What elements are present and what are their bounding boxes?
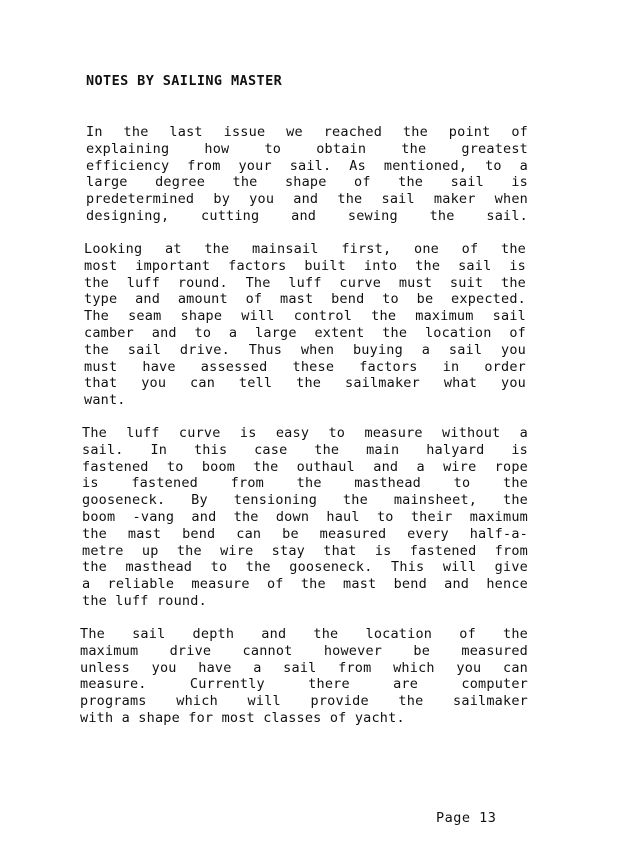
paragraph-line: sail. In this case the main halyard is	[82, 441, 528, 458]
paragraph-1	[86, 124, 528, 225]
paragraph-line: that you can tell the sailmaker what you	[84, 375, 526, 392]
paragraph-line: most important factors built into the sail is	[84, 257, 526, 274]
paragraph-line: the mast bend can be measured every half-a-	[82, 525, 528, 542]
paragraph-line: measure. Currently there are computer	[80, 676, 528, 693]
paragraph-line: the luff round. The luff curve must suit the	[84, 274, 526, 291]
paragraph-line: boom -vang and the down haul to their maximum	[82, 508, 528, 525]
paragraph-line: large degree the shape of the sail is	[86, 174, 528, 191]
paragraph-line: The luff curve is easy to measure without a	[82, 425, 528, 441]
article-heading: NOTES BY SAILING MASTER	[86, 73, 283, 89]
paragraph-line: designing, cutting and sewing the sail.	[86, 207, 528, 224]
paragraph-line: predetermined by you and the sail maker when	[86, 191, 528, 208]
paragraph-line: type and amount of mast bend to be expected.	[84, 291, 526, 308]
paragraph-line: is fastened from the masthead to the	[82, 475, 528, 492]
paragraph-3	[82, 425, 528, 610]
paragraph-line: The sail depth and the location of the	[80, 626, 528, 642]
paragraph-line: unless you have a sail from which you can	[80, 659, 528, 676]
paragraph-line: metre up the wire stay that is fastened from	[82, 542, 528, 559]
paragraph-line: maximum drive cannot however be measured	[80, 642, 528, 659]
page-number: Page 13	[436, 810, 497, 826]
paragraph-line: programs which will provide the sailmaker	[80, 693, 528, 710]
paragraph-line: Looking at the mainsail first, one of the	[84, 241, 526, 257]
paragraph-line: The seam shape will control the maximum sail	[84, 308, 526, 325]
paragraph-line: with a shape for most classes of yacht.	[80, 709, 405, 726]
paragraph-2	[84, 241, 526, 409]
paragraph-line: the sail drive. Thus when buying a sail you	[84, 341, 526, 358]
paragraph-4	[80, 626, 528, 727]
paragraph-line: fastened to boom the outhaul and a wire rope	[82, 458, 528, 475]
paragraph-line: must have assessed these factors in order	[84, 358, 526, 375]
paragraph-line: want.	[84, 392, 126, 409]
paragraph-line: camber and to a large extent the location of	[84, 324, 526, 341]
paragraph-line: In the last issue we reached the point of	[86, 124, 528, 140]
paragraph-line: the masthead to the gooseneck. This will give	[82, 559, 528, 576]
paragraph-line: a reliable measure of the mast bend and hence	[82, 576, 528, 593]
paragraph-line: the luff round.	[82, 592, 207, 609]
paragraph-line: gooseneck. By tensioning the mainsheet, the	[82, 492, 528, 509]
paragraph-line: efficiency from your sail. As mentioned, to a	[86, 157, 528, 174]
paragraph-line: explaining how to obtain the greatest	[86, 140, 528, 157]
